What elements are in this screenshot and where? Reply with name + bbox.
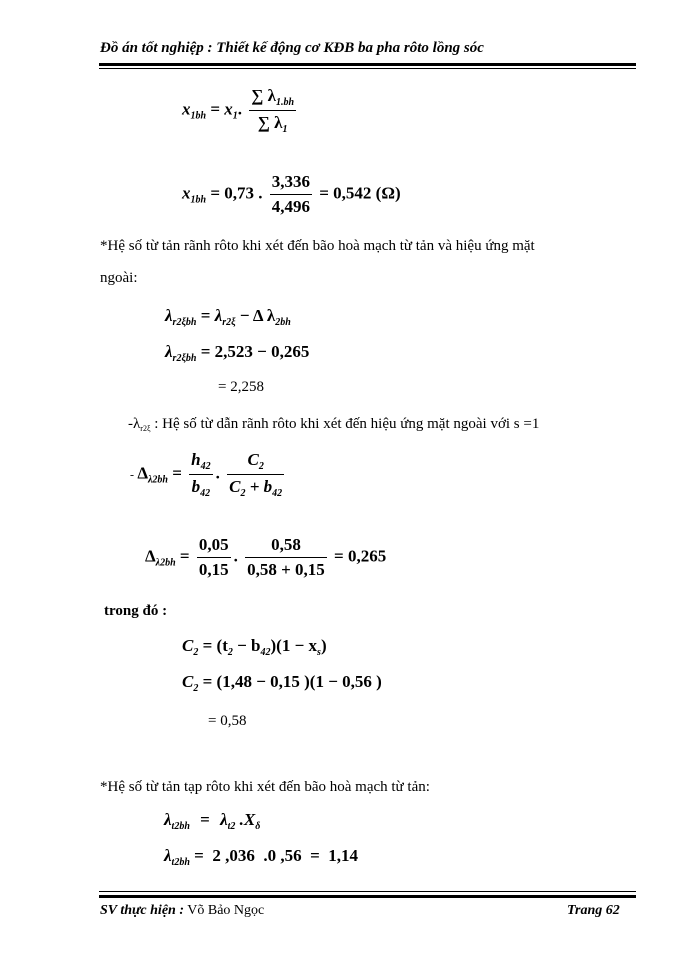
equation-c2-result: = 0,58 [208,713,247,729]
label-trong-do: trong đó : [104,603,168,619]
equation-x1bh-value: $x_{1bh} = 0,73$ . $\frac{3,336}{4,496}$ = 0,542 (Ω) [182,172,401,216]
fraction: $\frac{C_2}{C_2 + b_{42}}$ [229,450,283,499]
equation-lambda-t2-value: $\lambda_{t2bh} = 2$ ,036 .0 ,56 = 1,14 [164,846,359,868]
paragraph-line: ngoài: [100,270,138,286]
equation-lambda-r2-result: = 2,258 [218,379,264,395]
fraction: $\frac{\sum \lambda_{1.bh}}{\sum \lambda_1}$ [251,86,295,135]
equation-x1bh-formula: $x_{1bh} = x_1$. $\frac{\sum \lambda_{1.bh}}{\sum \lambda_1}$ [182,86,295,135]
equation-lambda-t2-formula: $\lambda_{t2bh} = \lambda_{t2}$ $.X_\delta$ [164,810,261,832]
fraction: $\frac{0,58}{0,58 + 0,15}$ [247,535,325,579]
footer-author: SV thực hiện : Võ Bảo Ngọc [100,903,265,918]
header-rule [99,63,636,66]
equation-delta-value: $\Delta_{\lambda 2bh}$ = $\frac{0,05}{0,15}$ . $\frac{0,58}{0,58 + 0,15}$ = 0,265 [145,535,387,579]
paragraph-line: *Hệ số từ tản rãnh rôto khi xét đến bão hoà mạch từ tản và hiệu ứng mặt [100,238,535,254]
footer-rule-thin [99,891,636,892]
equation-lambda-r2-value: $\lambda_{r2\xi bh} = 2,523 - 0,265$ [165,342,310,364]
footer-rule [99,895,636,898]
fraction: $\frac{3,336}{4,496}$ [271,172,310,216]
equation-lambda-r2-formula: $\lambda_{r2\xi bh} = \lambda_{r2\xi} - \Delta$ $\lambda_{2bh}$ [165,306,291,328]
page-header-title: Đồ án tốt nghiệp : Thiết kế động cơ KĐB ba pha rôto lồng sóc [100,40,484,56]
equation-delta-formula: - $\Delta_{\lambda 2bh}$ = $\frac{h_{42}}{b_{42}}$ . $\frac{C_2}{C_2 + b_{42}}$ [130,450,283,499]
equation-c2-value: $C_2 = (1,48 - 0,15$ )(1 − 0,56 ) [182,672,382,694]
fraction: $\frac{0,05}{0,15}$ [198,535,229,579]
header-rule-thin [99,68,636,69]
paragraph-line: *Hệ số từ tản tạp rôto khi xét đến bão hoà mạch từ tản: [100,779,430,795]
fraction: $\frac{h_{42}}{b_{42}}$ [191,450,211,499]
note-lambda-r2: $-\lambda_{r2\xi}$ : Hệ số từ dẫn rãnh rôto khi xét đến hiệu ứng mặt ngoài với s =1 [128,416,540,433]
footer-page-number: Trang 62 [567,903,620,918]
equation-c2-formula: $C_2 = (t_2 - b_{42})(1 - x_s)$ [182,636,327,658]
